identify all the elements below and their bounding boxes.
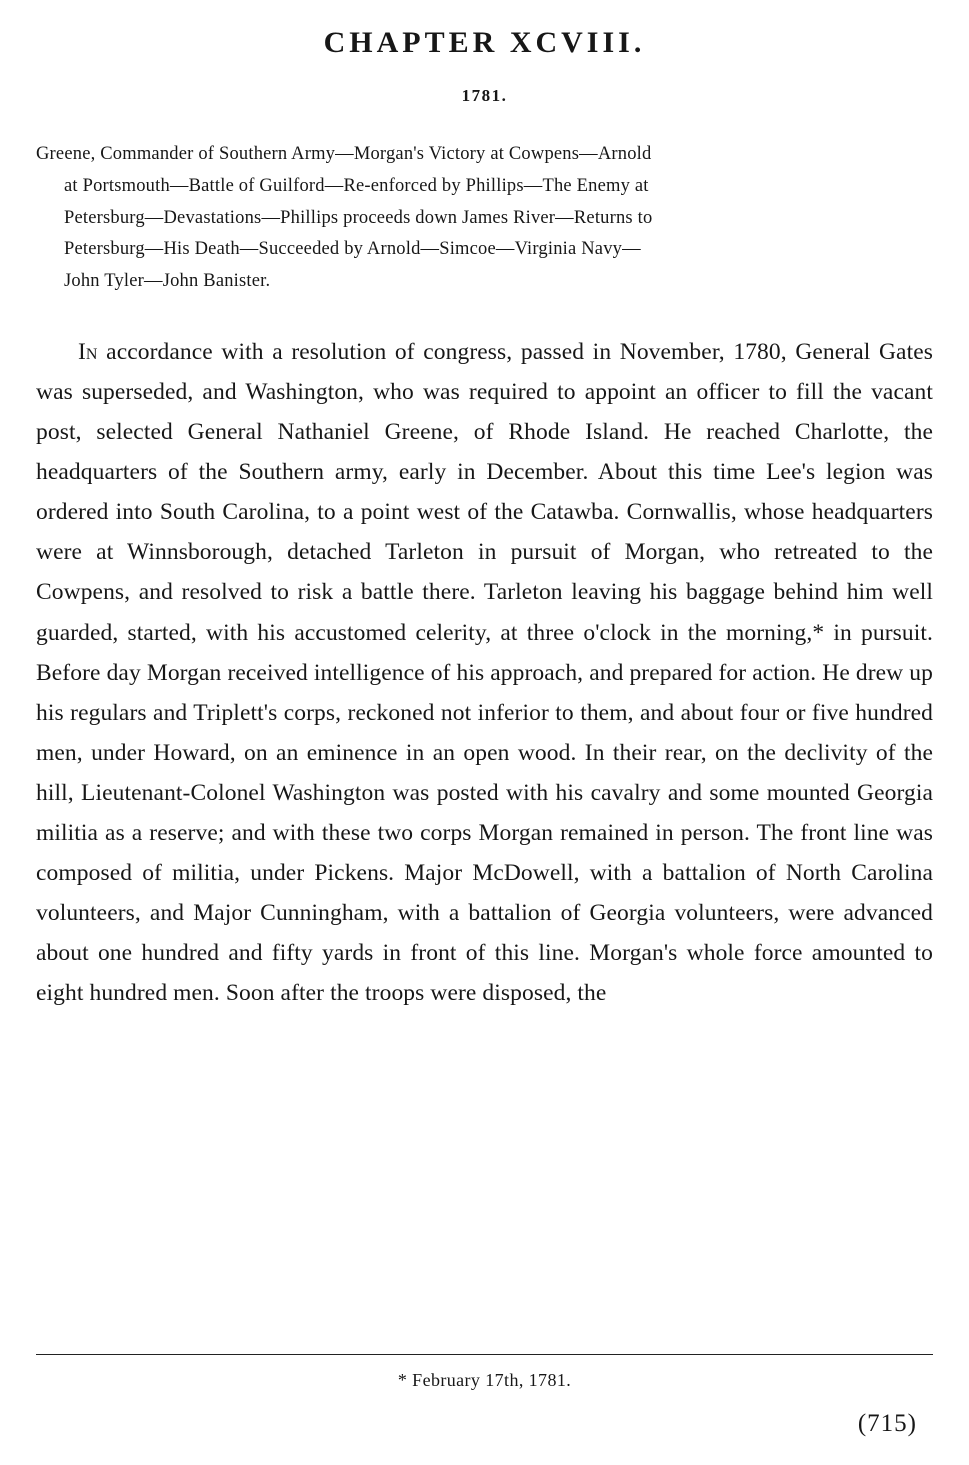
chapter-synopsis [36,139,933,298]
footnote-divider [36,1354,933,1355]
synopsis-line-3: Petersburg—Devastations—Phillips proceeds down James River—Returns to [64,207,653,228]
synopsis-line-4: Petersburg—His Death—Succeeded by Arnold—Simcoe—Virginia Navy— [64,239,641,260]
synopsis-line-5: John Tyler—John Banister. [64,271,271,292]
body-paragraph [36,332,933,1013]
paragraph-body: accordance with a resolution of congress, passed in November, 1780, General Gates was superseded, and Washington, who was required to appoint an officer to fill the vacant post, selected General Nathaniel Greene, of Rhode Island. He reached Charlotte, the headquarters of the Southern army, early in December. About this time Lee's legion was ordered into South Carolina, to a point west of the Catawba. Cornwallis, whose headquarters were at Winnsborough, detached Tarleton in pursuit of Morgan, who retreated to the Cowpens, and resolved to risk a battle there. Tarleton leaving his baggage behind him well guarded, started, with his accustomed celerity, at three o'clock in the morning,* in pursuit. Before day Morgan received intelligence of his approach, and prepared for action. He drew up his regulars and Triplett's corps, reckoned not inferior to them, and about four or five hundred men, under Howard, on an eminence in an open wood. In their rear, on the declivity of the hill, Lieutenant-Colonel Washington was posted with his cavalry and some mounted Georgia militia as a reserve; and with these two corps Morgan remained in person. The front line was composed of militia, under Pickens. Major McDowell, with a battalion of North Carolina volunteers, and Major Cunningham, with a battalion of Georgia volunteers, were advanced about one hundred and fifty yards in front of this line. Morgan's whole force amounted to eight hundred men. Soon after the troops were disposed, the [36,339,933,1007]
paragraph-opening-words: In [78,339,98,366]
chapter-title: CHAPTER XCVIII. [323,26,646,59]
page-number: (715) [857,1410,917,1437]
synopsis-line-1: Greene, Commander of Southern Army—Morgan's Victory at Cowpens—Arnold [36,144,652,164]
footnote: * February 17th, 1781. [397,1370,572,1390]
chapter-year: 1781. [461,86,508,105]
synopsis-line-2: at Portsmouth—Battle of Guilford—Re-enforced by Phillips—The Enemy at [64,175,649,196]
document-page [0,26,969,1465]
